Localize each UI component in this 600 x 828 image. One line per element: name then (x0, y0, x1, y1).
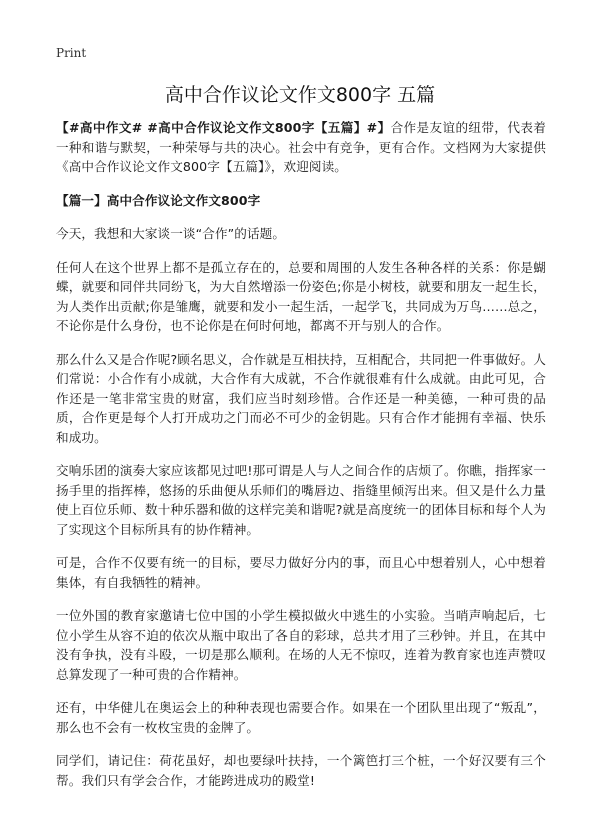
print-label[interactable]: Print (56, 46, 87, 60)
intro-tag: 【#高中作文# #高中合作议论文作文800字【五篇】#】 (56, 120, 391, 135)
paragraph-7: 还有，中华健儿在奥运会上的种种表现也需要合作。如果在一个团队里出现了“叛乱”，那么也不会有一枚枚宝贵的金牌了。 (56, 700, 546, 735)
paragraph-6: 一位外国的教育家邀请七位中国的小学生模拟做火中逃生的小实验。当哨声响起后，七位小学生从容不迫的依次从瓶中取出了各自的彩球，总共才用了三秒钟。并且，在其中没有争执，没有斗殴，一切是那么顺利。在场的人无不惊叹，连着为教育家也连声赞叹总算发现了一种可贵的合作精神。 (56, 608, 546, 682)
paragraph-8: 同学们，请记住：荷花虽好，却也要绿叶扶持，一个篱笆打三个桩，一个好汉要有三个帮。我们只有学会合作，才能跨进成功的殿堂! (56, 753, 546, 788)
section-heading: 【篇一】高中合作议论文作文800字 (56, 192, 261, 208)
paragraph-3: 那么什么又是合作呢?顾名思义，合作就是互相扶持，互相配合，共同把一件事做好。人们常说：小合作有小成就，大合作有大成就，不合作就很难有什么成就。由此可见，合作还是一笔非常宝贵的财富，我们应当时刻珍惜。合作还是一种美德，一种可贵的品质，合作更是每个人打开成功之门而必不可少的金钥匙。只有合作才能拥有幸福、快乐和成功。 (56, 351, 546, 445)
paragraph-2: 任何人在这个世界上都不是孤立存在的，总要和周围的人发生各种各样的关系：你是蝴蝶，就要和同伴共同纷飞，为大自然增添一份姿色;你是小树枝，就要和朋友一起生长，为人类作出贡献;你是雏鹰，就要和发小一起生活，一起学飞，共同成为万鸟……总之，不论你是什么身份，也不论你是在何时何地，都离不开与别人的合作。 (56, 259, 546, 333)
paragraph-5: 可是，合作不仅要有统一的目标，要尽力做好分内的事，而且心中想着别人，心中想着集体，有自我牺牲的精神。 (56, 555, 546, 590)
page-title: 高中合作议论文作文800字 五篇 (164, 84, 436, 106)
paragraph-4: 交响乐团的演奏大家应该都见过吧!那可谓是人与人之间合作的店烦了。你瞧，指挥家一扬手里的指挥棒，悠扬的乐曲便从乐师们的嘴唇边、指缝里倾泻出来。但又是什么力量使上百位乐师、数十种乐器和做的这样完美和谐呢?就是高度统一的团体目标和每个人为了实现这个目标所具有的协作精神。 (56, 463, 546, 537)
article-body (56, 118, 546, 804)
paragraph-1: 今天，我想和大家谈一谈“合作”的话题。 (56, 226, 286, 241)
intro-text: 合作是友谊的纽带，代表着一种和谐与默契，一种荣辱与共的决心。社会中有竞争，更有合作。文档网为大家提供《高中合作议论文作文800字【五篇】》，欢迎阅读。 (56, 120, 546, 174)
intro-paragraph (56, 118, 546, 177)
